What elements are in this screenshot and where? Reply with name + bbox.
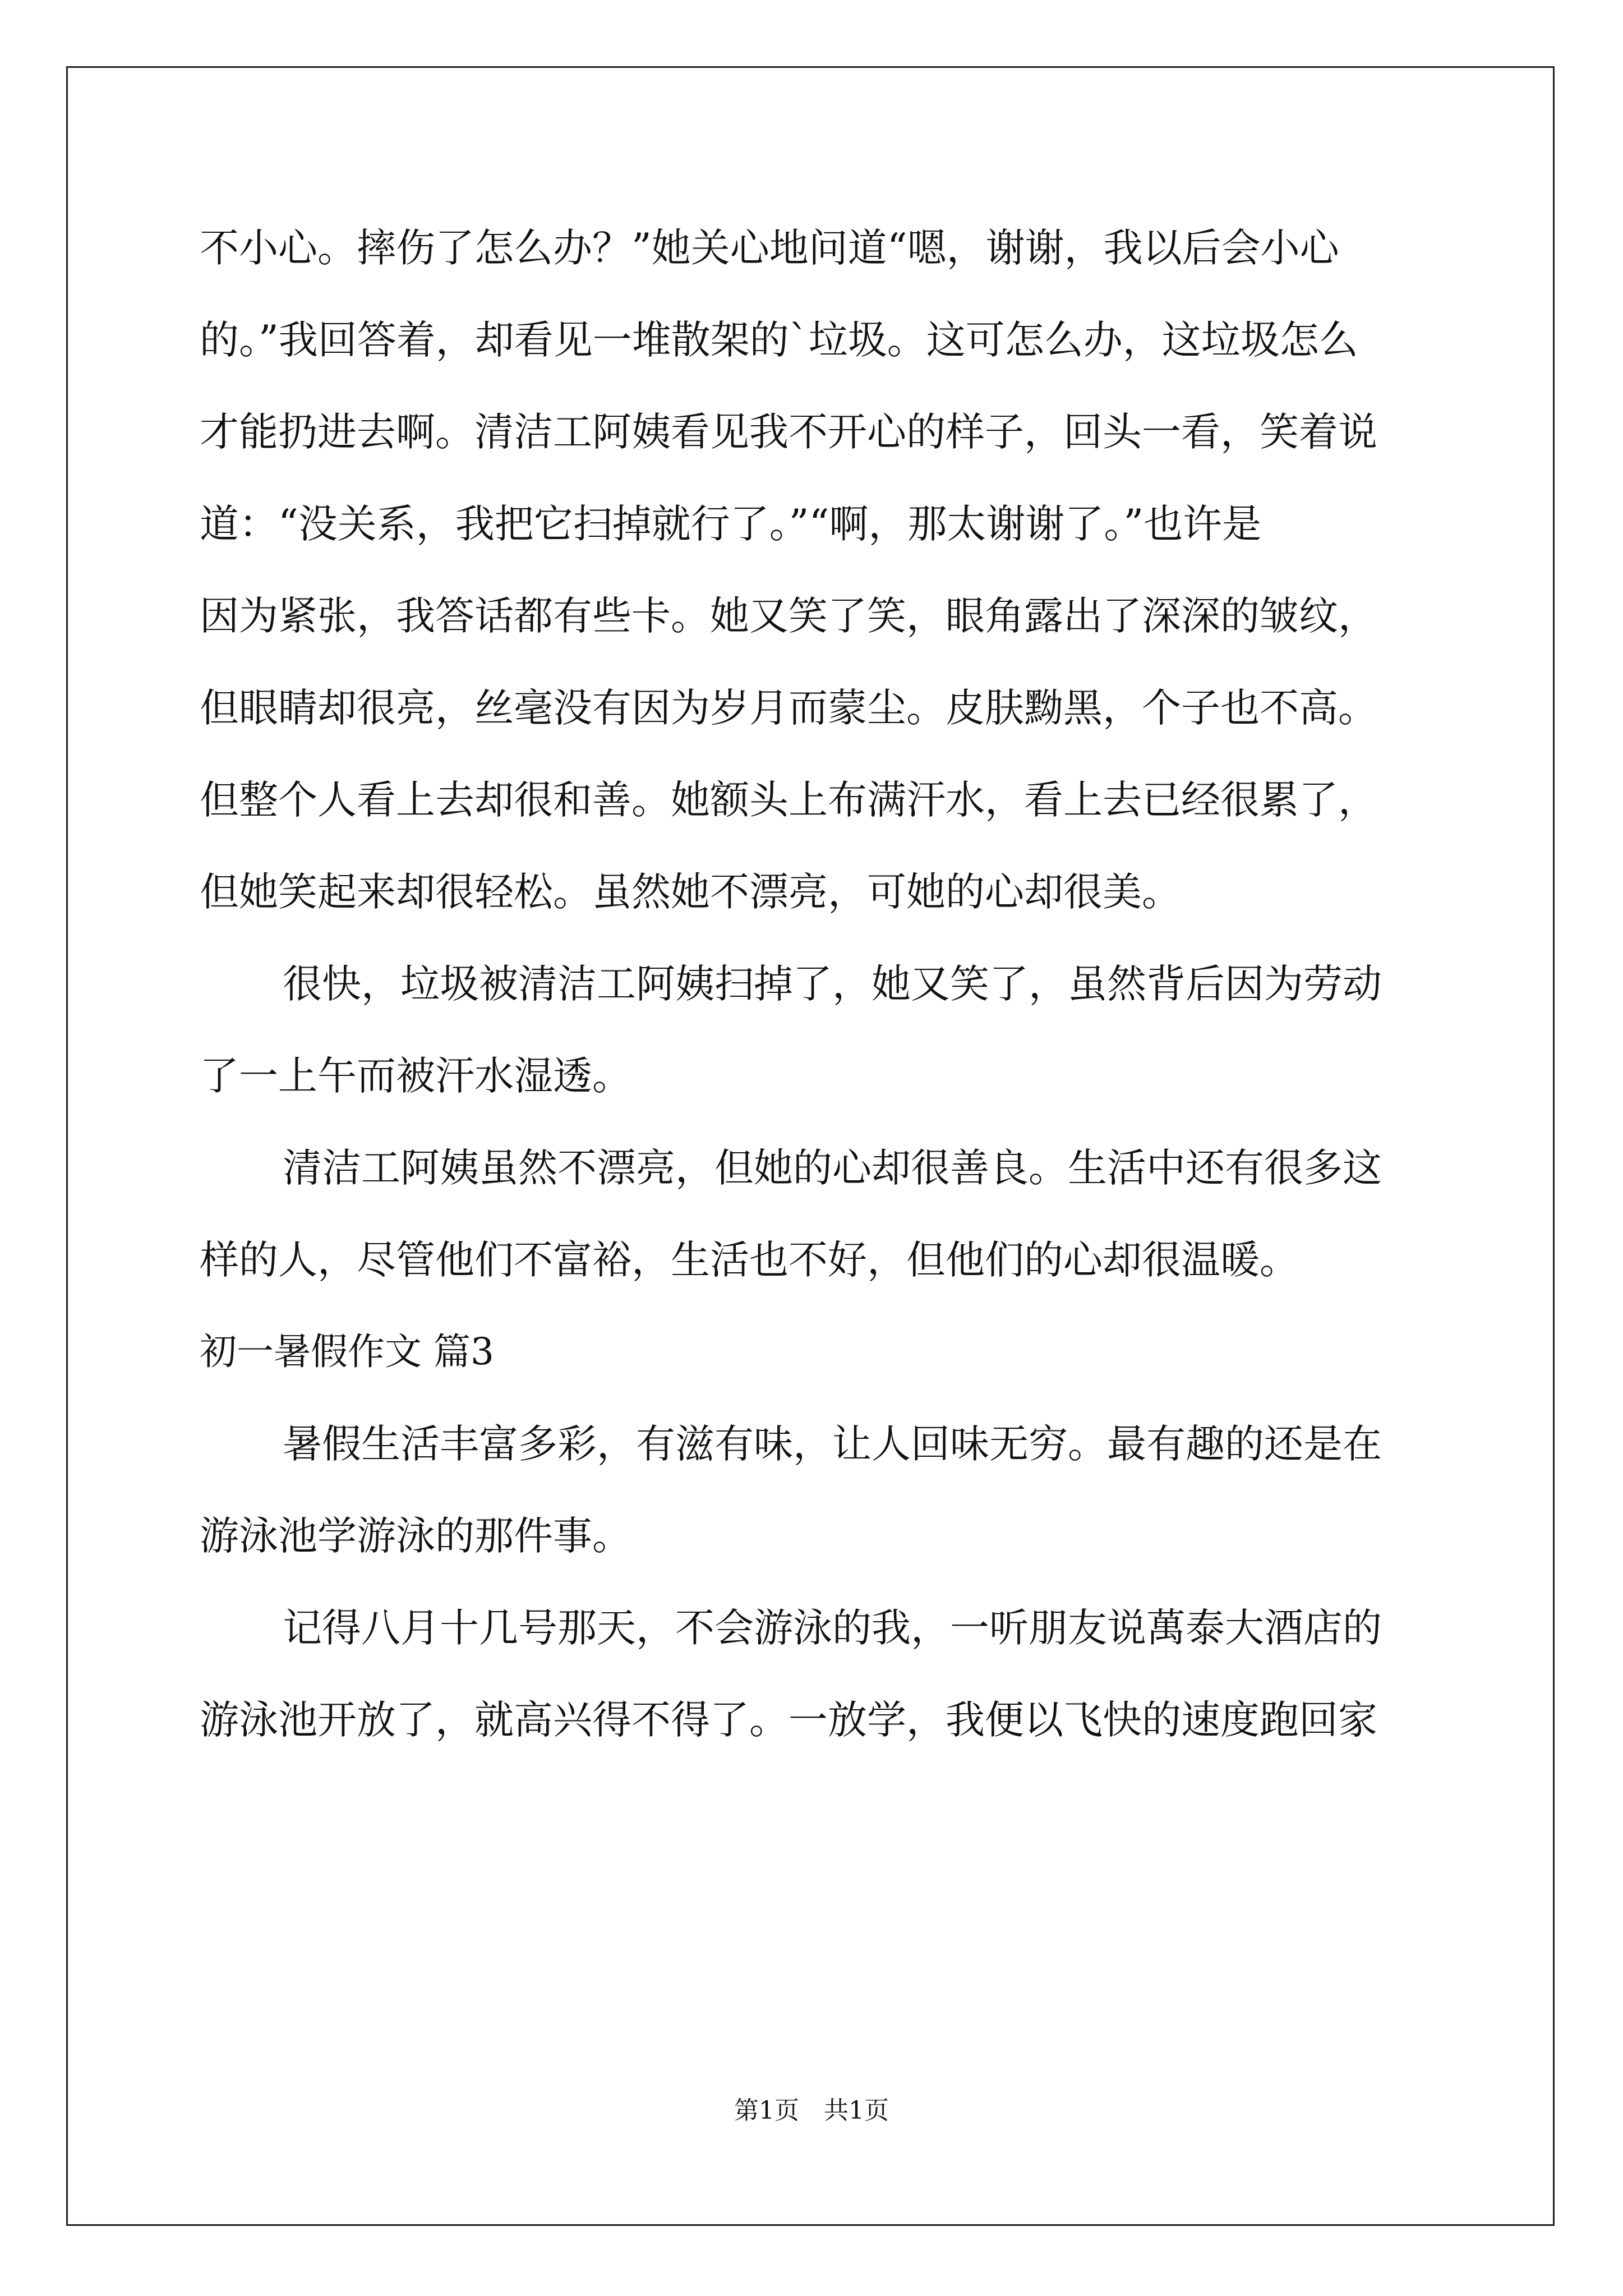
text-line: 但整个人看上去却很和善。她额头上布满汗水，看上去已经很累了， [200,777,1377,823]
text-line: 游泳池学游泳的那件事。 [200,1513,631,1559]
text-line: 记得八月十几号那天，不会游泳的我，一听朋友说萬泰大酒店的 [283,1605,1382,1651]
page-footer: 第1页 共1页 [734,2096,889,2125]
text-line: 暑假生活丰富多彩，有滋有味，让人回味无穷。最有趣的还是在 [283,1421,1382,1467]
text-line: 但她笑起来却很轻松。虽然她不漂亮，可她的心却很美。 [200,869,1181,915]
text-line: 了一上午而被汗水湿透。 [200,1053,631,1099]
text-line: 但眼睛却很亮，丝毫没有因为岁月而蒙尘。皮肤黝黑，个子也不高。 [200,685,1377,731]
text-line: 道：“没关系，我把它扫掉就行了。”“啊，那太谢谢了。”也许是 [200,501,1262,547]
text-line: 很快，垃圾被清洁工阿姨扫掉了，她又笑了，虽然背后因为劳动 [283,961,1382,1007]
text-line: 游泳池开放了，就高兴得不得了。一放学，我便以飞快的速度跑回家 [200,1697,1377,1743]
text-line: 因为紧张，我答话都有些卡。她又笑了笑，眼角露出了深深的皱纹， [200,593,1377,639]
section-heading: 初一暑假作文 篇3 [200,1330,494,1373]
text-line: 才能扔进去啊。清洁工阿姨看见我不开心的样子，回头一看，笑着说 [200,409,1377,455]
text-line: 清洁工阿姨虽然不漂亮，但她的心却很善良。生活中还有很多这 [283,1145,1382,1191]
text-line: 的。”我回答着，却看见一堆散架的`垃圾。这可怎么办，这垃圾怎么 [200,317,1358,363]
text-line: 样的人，尽管他们不富裕，生活也不好，但他们的心却很温暖。 [200,1237,1299,1283]
document-body [200,202,1422,1766]
text-line: 不小心。摔伤了怎么办？”她关心地问道“嗯，谢谢，我以后会小心 [200,225,1339,271]
